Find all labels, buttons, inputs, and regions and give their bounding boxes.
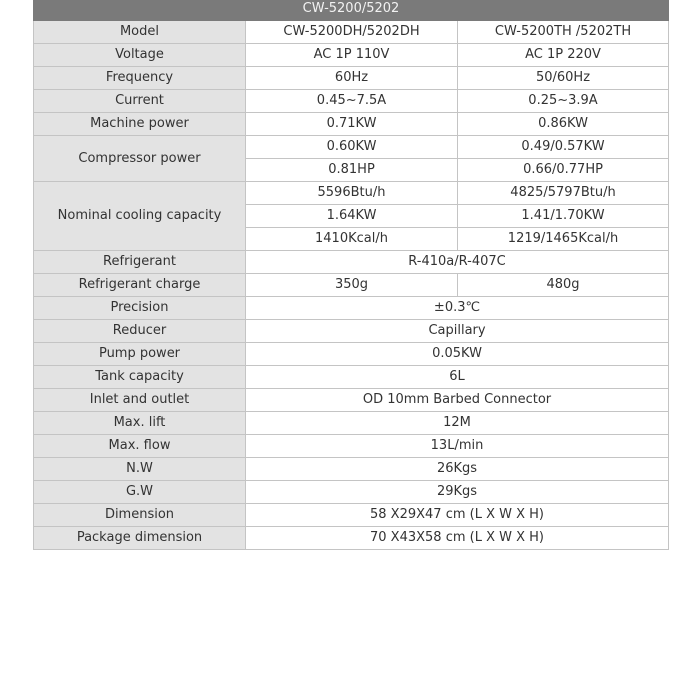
value-cell: 29Kgs bbox=[246, 481, 669, 504]
spec-row-voltage bbox=[34, 44, 669, 67]
row-label: Refrigerant charge bbox=[34, 274, 246, 297]
value-cell: 0.71KW bbox=[246, 113, 458, 136]
spec-row-inlet-outlet bbox=[34, 389, 669, 412]
value-cell: 0.25~3.9A bbox=[458, 90, 669, 113]
value-cell: 5596Btu/h bbox=[246, 182, 458, 205]
spec-row-reducer bbox=[34, 320, 669, 343]
value-cell: CW-5200DH/5202DH bbox=[246, 21, 458, 44]
spec-row-gw bbox=[34, 481, 669, 504]
row-label: Inlet and outlet bbox=[34, 389, 246, 412]
row-label: G.W bbox=[34, 481, 246, 504]
value-cell: 0.66/0.77HP bbox=[458, 159, 669, 182]
value-cell: 1410Kcal/h bbox=[246, 228, 458, 251]
row-label: N.W bbox=[34, 458, 246, 481]
row-label: Precision bbox=[34, 297, 246, 320]
spec-row-cooling-capacity bbox=[34, 182, 669, 205]
spec-row-nw bbox=[34, 458, 669, 481]
value-cell: 4825/5797Btu/h bbox=[458, 182, 669, 205]
value-cell: 6L bbox=[246, 366, 669, 389]
spec-row-refrigerant bbox=[34, 251, 669, 274]
value-cell: Capillary bbox=[246, 320, 669, 343]
value-cell: OD 10mm Barbed Connector bbox=[246, 389, 669, 412]
row-label: Pump power bbox=[34, 343, 246, 366]
row-label: Current bbox=[34, 90, 246, 113]
value-cell: 70 X43X58 cm (L X W X H) bbox=[246, 527, 669, 550]
value-cell: 1.41/1.70KW bbox=[458, 205, 669, 228]
row-label: Compressor power bbox=[34, 136, 246, 182]
value-cell: 480g bbox=[458, 274, 669, 297]
row-label: Reducer bbox=[34, 320, 246, 343]
spec-row-pump-power bbox=[34, 343, 669, 366]
spec-row-compressor-power bbox=[34, 136, 669, 159]
spec-row-tank-capacity bbox=[34, 366, 669, 389]
spec-row-dimension bbox=[34, 504, 669, 527]
spec-row-max-flow bbox=[34, 435, 669, 458]
value-cell: R-410a/R-407C bbox=[246, 251, 669, 274]
value-cell: AC 1P 220V bbox=[458, 44, 669, 67]
value-cell: 58 X29X47 cm (L X W X H) bbox=[246, 504, 669, 527]
value-cell: AC 1P 110V bbox=[246, 44, 458, 67]
row-label: Refrigerant bbox=[34, 251, 246, 274]
row-label: Voltage bbox=[34, 44, 246, 67]
title-row bbox=[34, 0, 669, 21]
value-cell: 13L/min bbox=[246, 435, 669, 458]
value-cell: 0.05KW bbox=[246, 343, 669, 366]
value-cell: 50/60Hz bbox=[458, 67, 669, 90]
row-label: Dimension bbox=[34, 504, 246, 527]
value-cell: ±0.3℃ bbox=[246, 297, 669, 320]
value-cell: 0.86KW bbox=[458, 113, 669, 136]
value-cell: 0.49/0.57KW bbox=[458, 136, 669, 159]
row-label: Machine power bbox=[34, 113, 246, 136]
spec-row-precision bbox=[34, 297, 669, 320]
spec-row-model bbox=[34, 21, 669, 44]
spec-row-current bbox=[34, 90, 669, 113]
row-label: Frequency bbox=[34, 67, 246, 90]
row-label: Max. lift bbox=[34, 412, 246, 435]
row-label: Tank capacity bbox=[34, 366, 246, 389]
value-cell: 0.60KW bbox=[246, 136, 458, 159]
value-cell: 26Kgs bbox=[246, 458, 669, 481]
spec-row-max-lift bbox=[34, 412, 669, 435]
row-label: Max. flow bbox=[34, 435, 246, 458]
spec-row-machine-power bbox=[34, 113, 669, 136]
spec-row-refrigerant-charge bbox=[34, 274, 669, 297]
value-cell: 0.45~7.5A bbox=[246, 90, 458, 113]
value-cell: 1.64KW bbox=[246, 205, 458, 228]
spec-row-frequency bbox=[34, 67, 669, 90]
value-cell: 12M bbox=[246, 412, 669, 435]
row-label: Model bbox=[34, 21, 246, 44]
value-cell: 350g bbox=[246, 274, 458, 297]
value-cell: 0.81HP bbox=[246, 159, 458, 182]
row-label: Package dimension bbox=[34, 527, 246, 550]
row-label: Nominal cooling capacity bbox=[34, 182, 246, 251]
table-title: CW-5200/5202 bbox=[34, 0, 669, 21]
value-cell: 1219/1465Kcal/h bbox=[458, 228, 669, 251]
value-cell: 60Hz bbox=[246, 67, 458, 90]
value-cell: CW-5200TH /5202TH bbox=[458, 21, 669, 44]
spec-table bbox=[33, 0, 669, 550]
spec-row-package-dimension bbox=[34, 527, 669, 550]
